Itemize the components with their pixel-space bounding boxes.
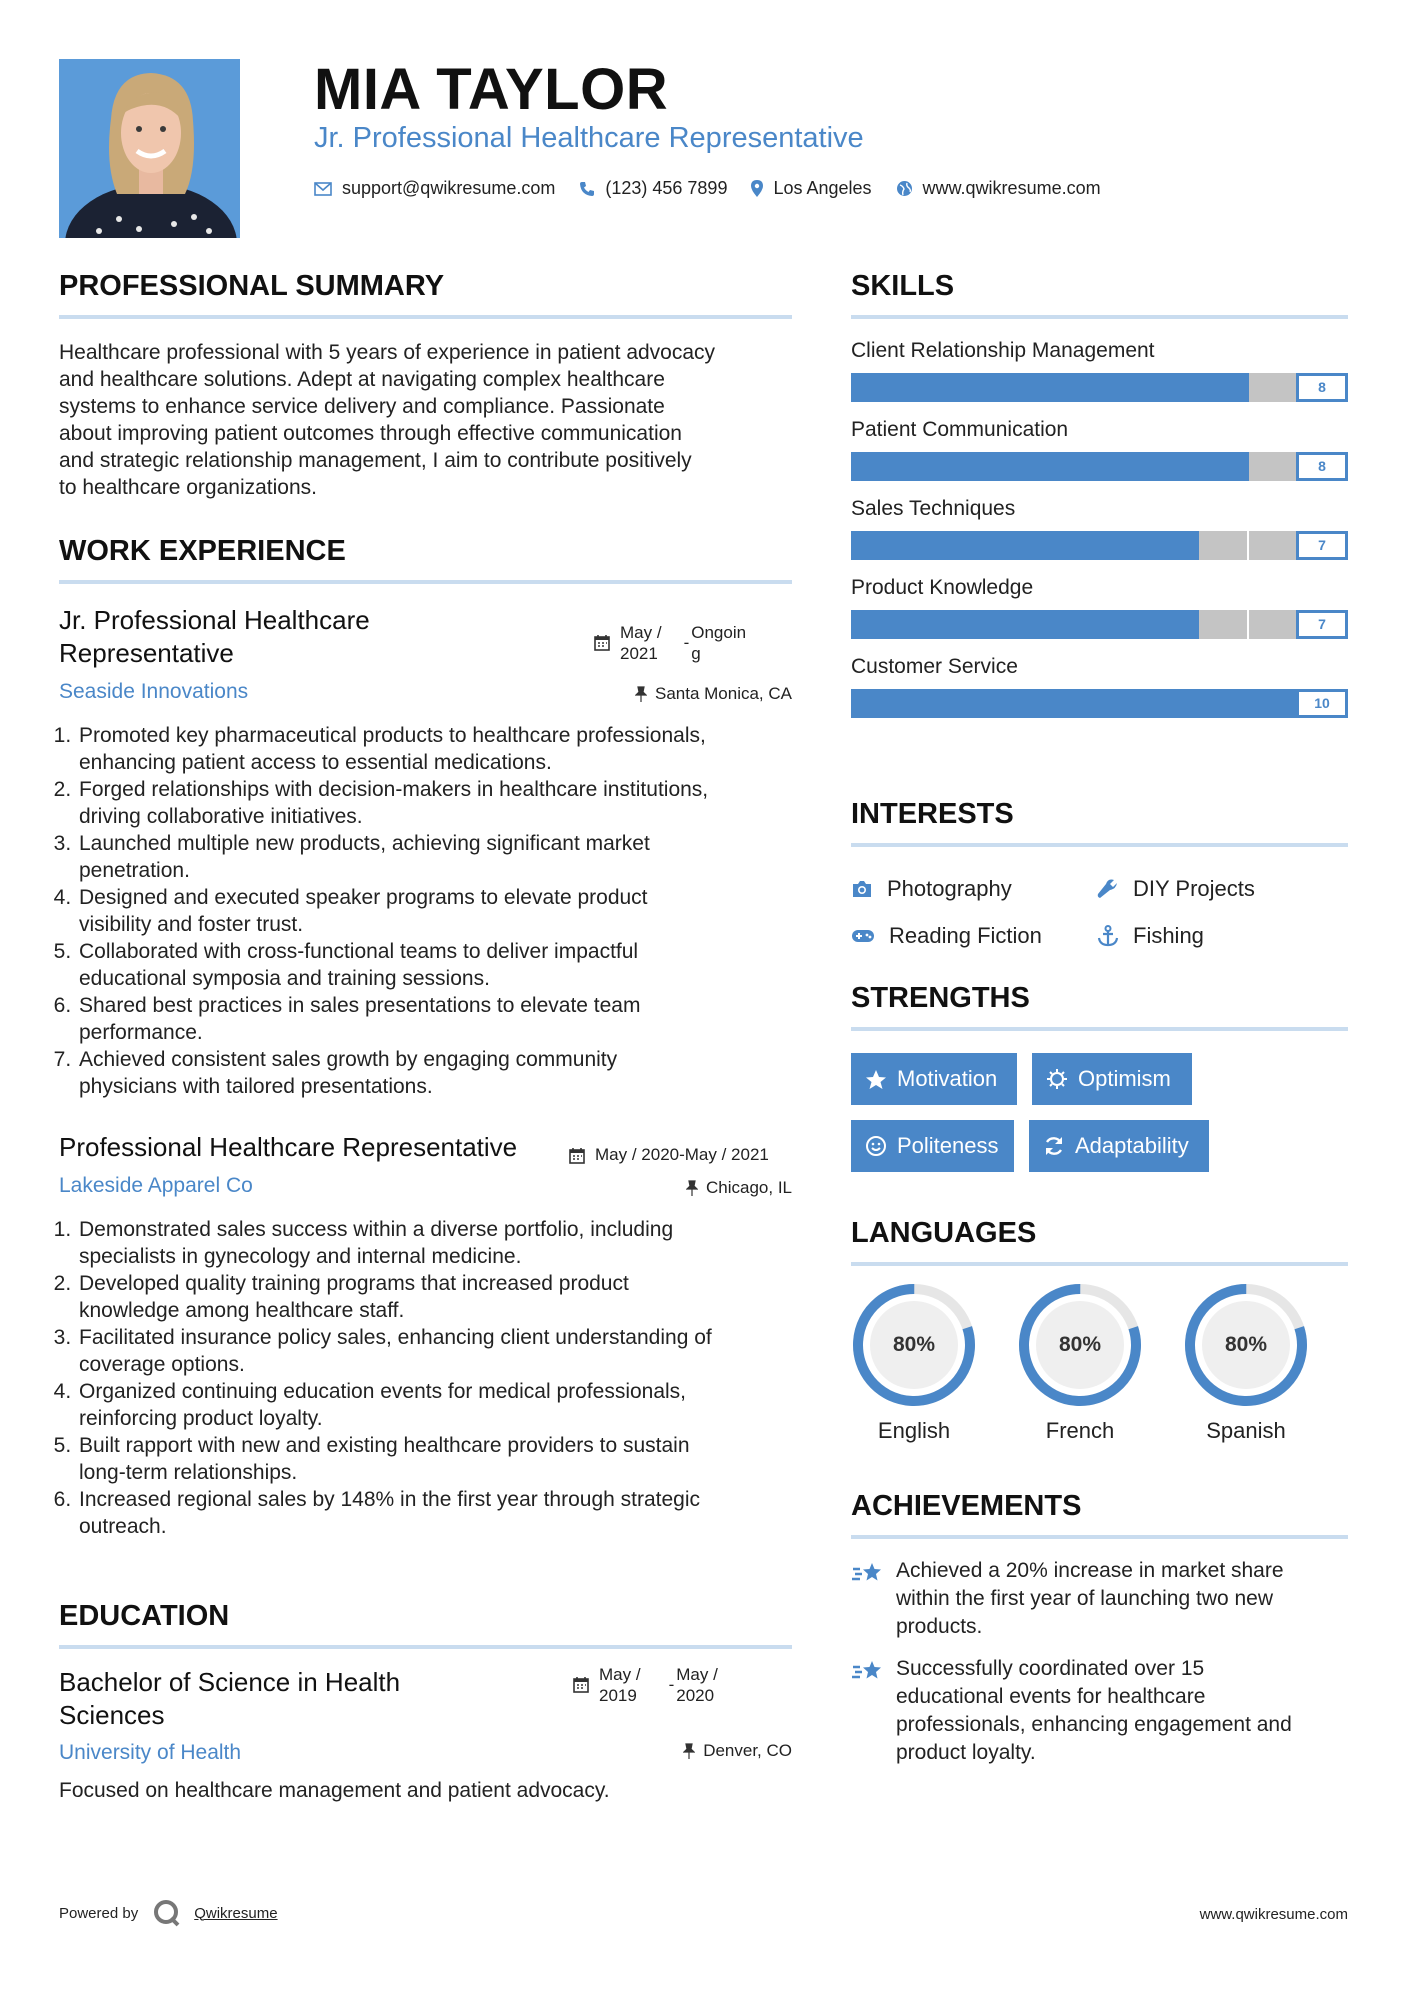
interest-item: Reading Fiction [851,912,1097,959]
language-name: English [877,1418,951,1443]
skill-score: 8 [1296,452,1348,481]
skill-bar-fill [851,452,1249,481]
interest-item: Fishing [1097,912,1337,959]
education-description: Focused on healthcare management and patient advocacy. [59,1779,610,1802]
job-title: Professional Healthcare Representative [59,1132,518,1162]
interest-item: Photography [851,865,1097,912]
language-percent: 80% [892,1333,936,1356]
degree-title: Bachelor of Science in Health Sciences [59,1667,401,1730]
location-text: Los Angeles [773,178,872,198]
qwikresume-link[interactable]: Qwikresume [194,1904,278,1922]
summary-section [59,270,792,501]
summary-text: Healthcare professional with 5 years of experience in patient advocacy and healthcare solutions. Adept at navigating complex healthcare systems to enhance service delivery and compliance. Passionate about improving patient outcomes through effective communication and strategic relationship management, I aim to contribute positively to healthcare organizations. [59,341,716,499]
list-item: 6. Shared best practices in sales presentations to elevate team performance. [77,992,799,1046]
list-item: 1. Demonstrated sales success within a diverse portfolio, including specialists in gynecology and internal medicine. [77,1216,799,1270]
phone-icon [579,181,595,197]
interests-section [851,798,1348,959]
language-item [1183,1282,1309,1444]
phone-text: (123) 456 7899 [605,178,728,198]
company-name: Seaside Innovations [59,680,249,703]
skill-name: Patient Communication [851,418,1069,441]
skill-bar [851,452,1348,481]
contact-bar [314,178,1125,199]
skill-name: Customer Service [851,655,1018,678]
skill-item [851,497,1348,560]
pushpin-icon [683,1743,695,1759]
calendar-icon [569,1147,585,1164]
map-pin-icon [751,180,763,197]
job-bullets [59,722,799,1100]
skills-list [851,339,1348,718]
list-item: 1. Promoted key pharmaceutical products to healthcare professionals, enhancing patient access to essential medications. [77,722,799,776]
languages-section [851,1217,1348,1444]
school-name: University of Health [59,1741,242,1764]
skill-score: 7 [1296,531,1348,560]
smile-icon [865,1135,887,1157]
skill-item [851,655,1348,718]
achievements-section [851,1490,1348,1767]
contact-phone[interactable] [579,178,727,199]
achievement-item: Successfully coordinated over 15 educational events for healthcare professionals, enhancing engagement and product loyalty. [851,1655,1348,1767]
skill-score: 7 [1296,610,1348,639]
skill-name: Sales Techniques [851,497,1016,520]
skill-bar-fill [851,689,1348,718]
profile-photo [59,59,240,238]
skill-bar-fill [851,373,1249,402]
shooting-star-icon [851,1657,884,1685]
star-icon [865,1069,887,1090]
achievement-item: Achieved a 20% increase in market share within the first year of launching two new products. [851,1557,1348,1641]
skills-section [851,270,1348,718]
candidate-title: Jr. Professional Healthcare Representative [314,122,864,154]
language-name: Spanish [1206,1418,1286,1443]
calendar-icon [573,1676,589,1693]
envelope-icon [314,182,332,196]
skill-bar [851,610,1348,639]
language-name: French [1045,1418,1115,1443]
language-percent: 80% [1058,1333,1102,1356]
anchor-icon [1097,925,1119,947]
contact-website[interactable] [896,178,1101,199]
list-item: 3. Facilitated insurance policy sales, enhancing client understanding of coverage options. [77,1324,799,1378]
sun-icon [1046,1068,1068,1090]
list-item: 6. Increased regional sales by 148% in the first year through strategic outreach. [77,1486,799,1540]
pushpin-icon [686,1180,698,1196]
list-item: 3. Launched multiple new products, achieving significant market penetration. [77,830,799,884]
job-location: Chicago, IL [686,1178,792,1198]
qwikresume-logo-icon [152,1898,182,1928]
calendar-icon [594,634,610,651]
language-item [851,1282,977,1444]
list-item: 7. Achieved consistent sales growth by engaging community physicians with tailored presentations. [77,1046,799,1100]
skill-item [851,339,1348,402]
skill-bar-fill [851,531,1199,560]
language-item [1017,1282,1143,1444]
skill-bar [851,689,1348,718]
job-location: Santa Monica, CA [635,684,792,704]
education-dates: May / 2019 - May / 2020 [573,1664,718,1706]
job-dates: May / 2020-May / 2021 [569,1145,769,1165]
list-item: 4. Designed and executed speaker programs to elevate product visibility and foster trust. [77,884,799,938]
languages-list [851,1282,1348,1444]
wrench-icon [1097,878,1119,900]
contact-email[interactable] [314,178,555,199]
skill-name: Client Relationship Management [851,339,1155,362]
candidate-name: MIA TAYLOR [314,57,669,122]
strength-badge: Politeness [851,1120,1014,1172]
skill-item [851,576,1348,639]
camera-icon [851,879,873,899]
skill-name: Product Knowledge [851,576,1034,599]
skills-heading: SKILLS [851,270,1348,319]
language-percent: 80% [1224,1333,1268,1356]
strength-badge: Optimism [1032,1053,1192,1105]
skill-score: 10 [1296,689,1348,718]
job-dates: May / 2021 - Ongoin g [594,622,746,664]
email-text: support@qwikresume.com [342,178,556,198]
work-section [59,535,792,584]
summary-heading: PROFESSIONAL SUMMARY [59,270,792,319]
footer-website[interactable]: www.qwikresume.com [1199,1906,1348,1923]
footer-powered-by: Powered by Qwikresume [59,1898,278,1928]
interest-item: DIY Projects [1097,865,1337,912]
skill-bar-fill [851,610,1199,639]
list-item: 2. Forged relationships with decision-makers in healthcare institutions, driving collaborative initiatives. [77,776,799,830]
strengths-heading: STRENGTHS [851,982,1348,1031]
strength-badge: Motivation [851,1053,1017,1105]
gamepad-icon [851,928,875,944]
job-bullets [59,1216,799,1540]
contact-location [751,178,871,199]
achievements-heading: ACHIEVEMENTS [851,1490,1348,1539]
interests-heading: INTERESTS [851,798,1348,847]
work-heading: WORK EXPERIENCE [59,535,792,584]
globe-icon [896,180,913,197]
list-item: 4. Organized continuing education events for medical professionals, reinforcing product loyalty. [77,1378,799,1432]
languages-heading: LANGUAGES [851,1217,1348,1266]
skill-score: 8 [1296,373,1348,402]
skill-bar [851,531,1348,560]
pushpin-icon [635,686,647,702]
refresh-icon [1043,1135,1065,1157]
education-heading: EDUCATION [59,1600,792,1649]
list-item: 5. Collaborated with cross-functional teams to deliver impactful educational symposia and training sessions. [77,938,799,992]
skill-item [851,418,1348,481]
job-title: Jr. Professional Healthcare Representative [59,605,370,668]
website-text: www.qwikresume.com [922,178,1101,198]
strengths-section [851,982,1348,1172]
education-section [59,1600,792,1649]
education-location: Denver, CO [683,1741,792,1761]
list-item: 5. Built rapport with new and existing healthcare providers to sustain long-term relationships. [77,1432,799,1486]
skill-bar [851,373,1348,402]
strength-badge: Adaptability [1029,1120,1209,1172]
company-name: Lakeside Apparel Co [59,1174,253,1197]
list-item: 2. Developed quality training programs that increased product knowledge among healthcare staff. [77,1270,799,1324]
shooting-star-icon [851,1559,884,1587]
